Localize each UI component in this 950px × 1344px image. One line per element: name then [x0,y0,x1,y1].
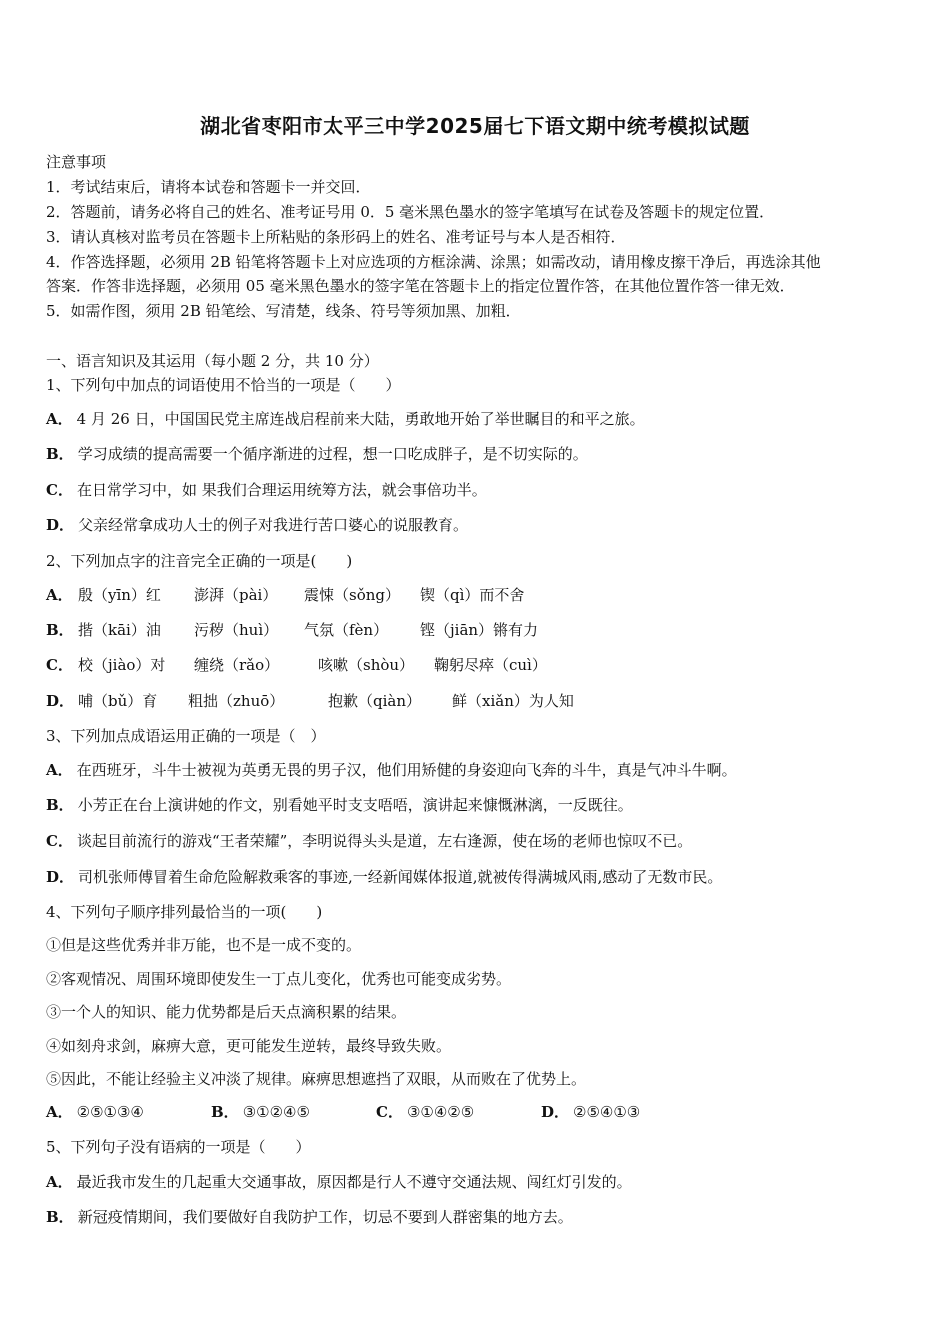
question-stem: 1、下列句中加点的词语使用不恰当的一项是（ ） [46,376,401,394]
option-q2-b [46,619,538,641]
notice-item: 答案．作答非选择题，必须用 05 毫米黑色墨水的签字笔在答题卡上的指定位置作答，在其他位置作答一律无效． [46,277,795,295]
option-text: 新冠疫情期间，我们要做好自我防护工作，切忌不要到人群密集的地方去。 [77,1208,573,1226]
option-q3-c [46,830,692,852]
option-q3-b [46,794,633,816]
choice-a [46,1101,211,1123]
option-text: 学习成绩的提高需要一个循序渐进的过程，想一口吃成胖子，是不切实际的。 [77,445,588,463]
option-q2-a [46,584,524,606]
option-label: C． [46,832,73,850]
sentence-item: ③一个人的知识、能力优势都是后天点滴积累的结果。 [46,1003,407,1021]
question-stem: 5、下列句子没有语病的一项是（ ） [46,1138,311,1156]
choice-c [376,1101,541,1123]
option-label: B． [46,621,74,639]
pinyin-item: 抱歉（qiàn） [328,692,422,710]
notice-item: 4．作答选择题，必须用 2B 铅笔将答题卡上对应选项的方框涂满、涂黑；如需改动，请用橡皮擦干净后，再选涂其他 [46,253,821,271]
option-text: ②⑤④①③ [573,1103,641,1121]
option-label: B． [46,796,74,814]
option-text: ②⑤①③④ [76,1103,144,1121]
pinyin-item: 澎湃（pài） [194,586,278,604]
option-q1-a [46,408,645,430]
option-text: ③①④②⑤ [406,1103,475,1121]
sentence-item: ①但是这些优秀并非万能，也不是一成不变的。 [46,936,362,954]
option-label: A． [46,1173,73,1191]
option-text: ③①②④⑤ [242,1103,310,1121]
option-text: 谈起目前流行的游戏“王者荣耀”，李明说得头头是道，左右逢源，使在场的老师也惊叹不已。 [76,832,693,850]
pinyin-item: 鲜（xiǎn）为人知 [452,692,574,710]
sentence-item: ②客观情况、周围环境即使发生一丁点儿变化，优秀也可能变成劣势。 [46,970,512,988]
notice-item: 5．如需作图，须用 2B 铅笔绘、写清楚，线条、符号等须加黑、加粗． [46,302,521,320]
option-label: D． [541,1103,570,1121]
section-heading: 一、语言知识及其运用（每小题 2 分，共 10 分） [46,352,379,370]
pinyin-item: 粗拙（zhuō） [188,692,285,710]
option-q2-d [46,690,574,712]
sentence-item: ④如刻舟求剑，麻痹大意，更可能发生逆转，最终导致失败。 [46,1037,452,1055]
option-label: B． [46,445,74,463]
pinyin-item: 鞠躬尽瘁（cuì） [434,656,547,674]
notice-item: 2．答题前，请务必将自己的姓名、准考证号用 0．5 毫米黑色墨水的签字笔填写在试卷及答题卡的规定位置． [46,203,775,221]
page-title: 湖北省枣阳市太平三中学2025届七下语文期中统考模拟试题 [200,114,750,138]
notice-item: 1．考试结束后，请将本试卷和答题卡一并交回． [46,178,371,196]
notice-item: 3．请认真核对监考员在答题卡上所粘贴的条形码上的姓名、准考证号与本人是否相符． [46,228,626,246]
pinyin-item: 铿（jiān）锵有力 [420,621,539,639]
option-label: B． [46,1208,74,1226]
option-label: B． [211,1103,239,1121]
pinyin-item: 缠绕（rǎo） [194,656,280,674]
pinyin-item: 殷（yīn）红 [78,586,161,604]
option-label: A． [46,1103,73,1121]
pinyin-item: 污秽（huì） [194,621,279,639]
option-text: 在西班牙，斗牛士被视为英勇无畏的男子汉，他们用矫健的身姿迎向飞奔的斗牛，真是气冲斗牛啊。 [76,761,737,779]
option-label: C． [46,481,73,499]
option-text: 4 月 26 日，中国国民党主席连战启程前来大陆，勇敢地开始了举世瞩目的和平之旅。 [76,410,645,428]
q4-choices [46,1101,640,1123]
option-label: A． [46,410,73,428]
pinyin-item: 校（jiào）对 [78,656,166,674]
option-text: 司机张师傅冒着生命危险解救乘客的事迹,一经新闻媒体报道,就被传得满城风雨,感动了无数市民。 [78,868,723,886]
option-label: D． [46,868,75,886]
sentence-item: ⑤因此，不能让经验主义冲淡了规律。麻痹思想遮挡了双眼，从而败在了优势上。 [46,1070,587,1088]
option-text: 在日常学习中，如 果我们合理运用统筹方法，就会事倍功半。 [76,481,487,499]
option-q2-c [46,654,547,676]
option-text: 父亲经常拿成功人士的例子对我进行苦口婆心的说服教育。 [78,516,469,534]
option-q5-a [46,1171,632,1193]
option-label: D． [46,692,75,710]
option-q3-a [46,759,737,781]
option-text: 最近我市发生的几起重大交通事故，原因都是行人不遵守交通法规、闯红灯引发的。 [76,1173,632,1191]
option-label: A． [46,761,73,779]
question-stem: 3、下列加点成语运用正确的一项是（ ） [46,727,326,745]
option-q1-b [46,443,588,465]
question-stem: 2、下列加点字的注音完全正确的一项是( ) [46,552,353,570]
option-label: A． [46,586,73,604]
option-q5-b [46,1206,573,1228]
option-q1-c [46,479,487,501]
pinyin-item: 气氛（fèn） [304,621,389,639]
pinyin-item: 震悚（sǒng） [304,586,400,604]
choice-d [541,1101,640,1123]
pinyin-item: 咳嗽（shòu） [318,656,415,674]
option-text: 小芳正在台上演讲她的作文，别看她平时支支唔唔，演讲起来慷慨淋漓，一反既往。 [77,796,633,814]
option-q3-d [46,866,722,888]
question-stem: 4、下列句子顺序排列最恰当的一项( ) [46,903,323,921]
option-label: D． [46,516,75,534]
option-label: C． [46,656,73,674]
pinyin-item: 揩（kāi）油 [78,621,161,639]
notice-heading: 注意事项 [46,153,107,171]
pinyin-item: 锲（qì）而不舍 [420,586,525,604]
choice-b [211,1101,376,1123]
option-q1-d [46,514,468,536]
pinyin-item: 哺（bǔ）育 [78,692,158,710]
option-label: C． [376,1103,403,1121]
